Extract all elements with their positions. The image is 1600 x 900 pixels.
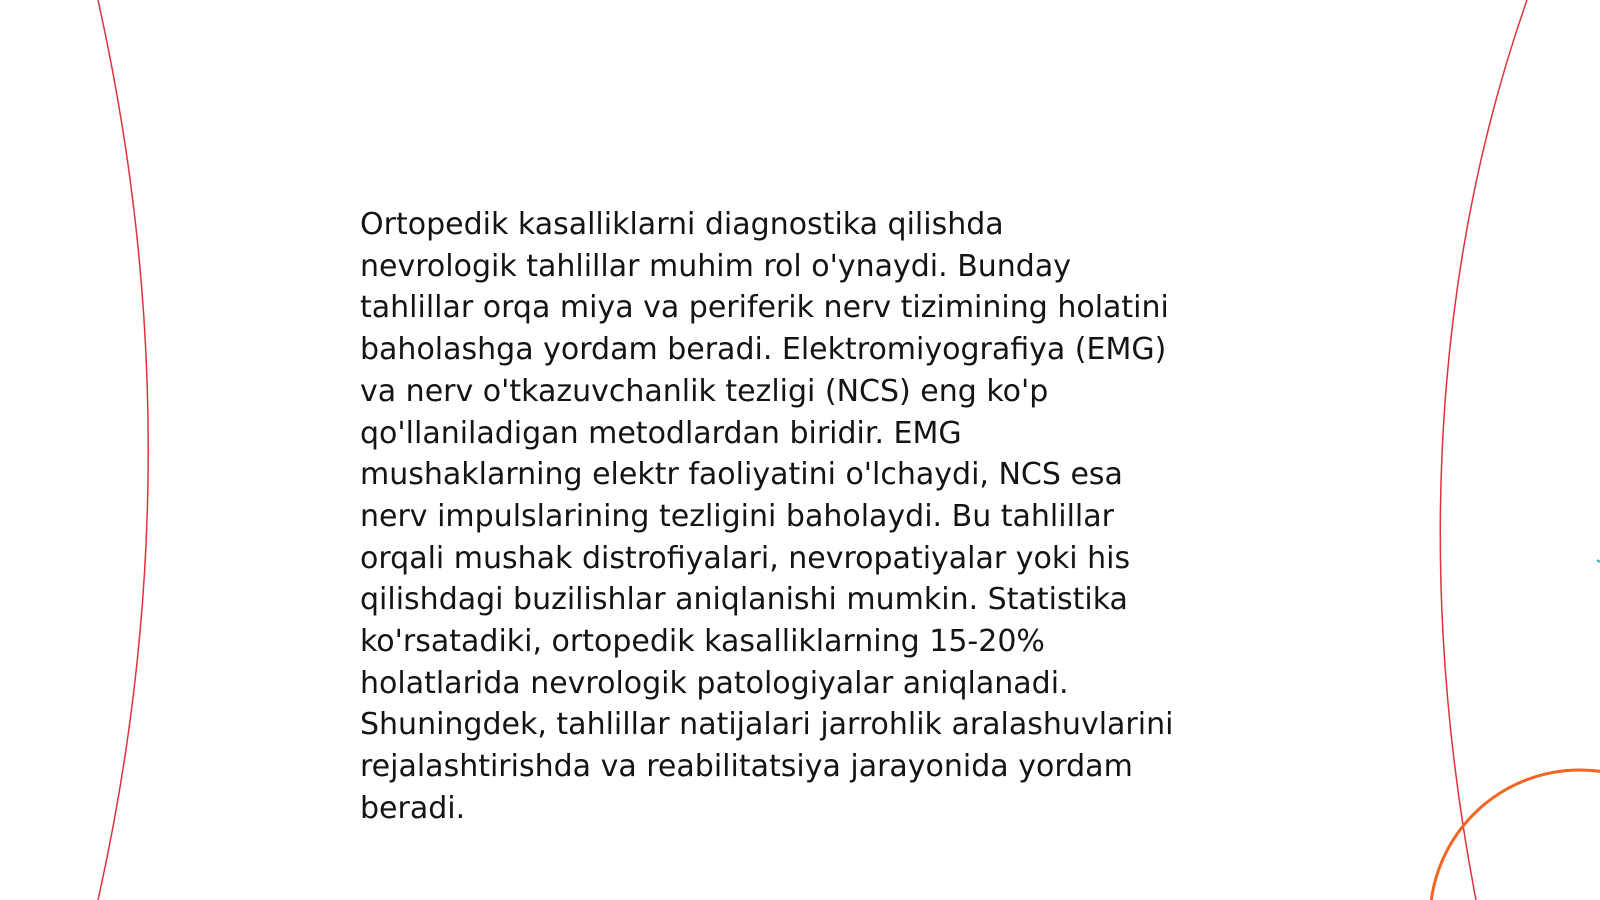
orange-arc	[1430, 770, 1600, 900]
right-curve-line	[1440, 0, 1527, 900]
left-curve-line	[98, 0, 148, 900]
body-paragraph: Ortopedik kasalliklarni diagnostika qilishda nevrologik tahlillar muhim rol o'ynaydi. Bunday tahlillar orqa miya va periferik nerv tizimining holatini baholashga yordam beradi. Elektromiyografiya (EMG) va nerv o'tkazuvchanlik tezligi (NCS) eng ko'p qo'llaniladigan metodlardan biridir. EMG mushaklarning elektr faoliyatini o'lchaydi, NCS esa nerv impulslarining tezligini baholaydi. Bu tahlillar orqali mushak distrofiyalari, nevropatiyalar yoki his qilishdagi buzilishlar aniqlanishi mumkin. Statistika ko'rsatadiki, ortopedik kasalliklarning 15-20% holatlarida nevrologik patologiyalar aniqlanadi. Shuningdek, tahlillar natijalari jarrohlik aralashuvlarini rejalashtirishda va reabilitatsiya jarayonida yordam beradi.	[360, 207, 1174, 826]
